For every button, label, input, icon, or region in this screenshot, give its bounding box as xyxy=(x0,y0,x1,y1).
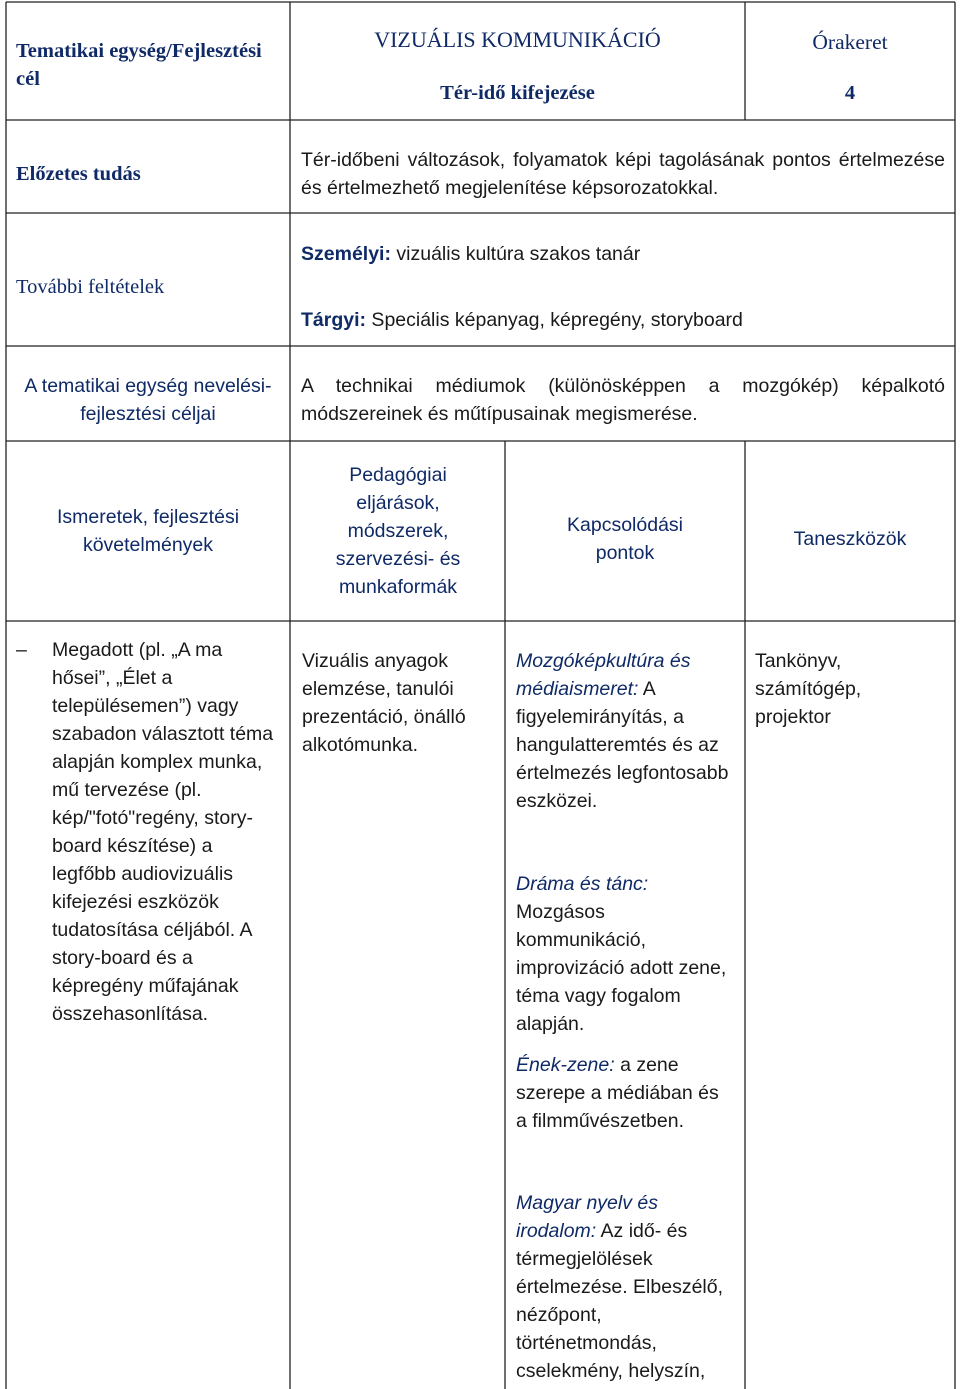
link-text: Mozgásos kommunikáció, improvizáció adott zene, téma vagy fogalom alapján. xyxy=(516,901,727,1035)
subject-title: VIZUÁLIS KOMMUNIKÁCIÓ xyxy=(374,27,661,52)
link-item-media xyxy=(516,647,731,815)
goals-label: A tematikai egység nevelési-fejlesztési céljai xyxy=(24,375,272,425)
material-condition xyxy=(301,306,945,334)
knowledge-text: Megadott (pl. „A ma hősei”, „Élet a településemen”) vagy szabadon választott téma alapján komplex munka, mű tervezése (pl. kép/"fotó"regény, story-board készítése) a legfőbb audiovizuális kifejezési eszközök tudatosítása céljából. A story-board és a képregény műfajának összehasonlítása. xyxy=(52,639,274,1025)
prior-knowledge-label: Előzetes tudás xyxy=(16,163,141,185)
material-condition-label: Tárgyi: xyxy=(301,309,367,331)
tools-text: Tankönyv, számítógép, projektor xyxy=(755,650,862,728)
link-subject: Dráma és tánc: xyxy=(516,873,649,895)
column-header-links: Kapcsolódási pontok xyxy=(567,513,683,564)
link-text: A figyelemirányítás, a hangulatteremtés és az értelmezés legfontosabb eszközei. xyxy=(516,678,729,812)
personal-condition xyxy=(301,240,945,268)
personal-condition-text: vizuális kultúra szakos tanár xyxy=(390,243,641,265)
link-text: a zene szerepe a médiában és a filmművészetben. xyxy=(516,1054,719,1132)
link-item-literature xyxy=(516,1189,731,1385)
methods-text: Vizuális anyagok elemzése, tanulói prezentáció, önálló alkotómunka. xyxy=(302,650,466,756)
personal-condition-label: Személyi: xyxy=(301,243,391,265)
goals-text: A technikai médiumok (különösképpen a mozgókép) képalkotó módszereinek és műtípusainak megismerése. xyxy=(301,375,945,425)
link-text: Az idő- és térmegjelölések értelmezése. Elbeszélő, nézőpont, történetmondás, cselekmény, helyszín, xyxy=(516,1220,724,1382)
prior-knowledge-text: Tér-időbeni változások, folyamatok képi tagolásának pontos értelmezése és értelmezhető megjelenítése képsorozatokkal. xyxy=(301,149,945,199)
knowledge-dash: – xyxy=(16,639,27,661)
hours-label: Órakeret xyxy=(812,30,888,54)
material-condition-text: Speciális képanyag, képregény, storyboard xyxy=(366,309,743,331)
conditions-label: További feltételek xyxy=(16,276,165,298)
link-subject: Magyar nyelv és irodalom: xyxy=(516,1192,658,1242)
link-subject: Ének-zene: xyxy=(516,1054,615,1076)
column-header-methods: Pedagógiai eljárások, módszerek, szervezési- és munkaformák xyxy=(335,464,461,598)
link-item-music xyxy=(516,1051,731,1135)
header-label: Tematikai egység/Fejlesztési cél xyxy=(16,40,262,90)
column-header-knowledge: Ismeretek, fejlesztési követelmények xyxy=(56,506,240,556)
link-subject: Mozgóképkultúra és médiaismeret: xyxy=(516,650,691,700)
topic-title: Tér-idő kifejezése xyxy=(440,82,595,104)
link-item-drama xyxy=(516,870,731,1038)
column-header-tools: Taneszközök xyxy=(793,527,907,550)
hours-value: 4 xyxy=(844,82,856,104)
